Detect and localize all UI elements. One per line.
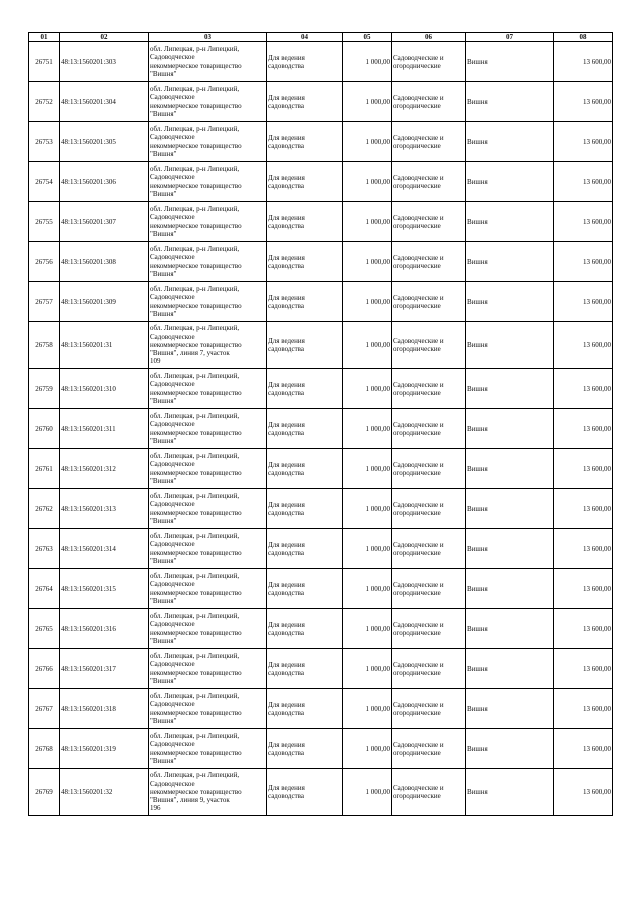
address-cell [149,122,267,162]
name-cell: Вишня [466,769,554,816]
value-cell: 13 600,00 [554,162,613,202]
address-line: некоммерческое товарищество [150,748,242,757]
address-line: некоммерческое товарищество [150,301,242,310]
address-cell [149,162,267,202]
value-cell: 13 600,00 [554,82,613,122]
address-line: Садоводческое [150,253,195,262]
row-number-cell: 26763 [29,529,60,569]
name-cell: Вишня [466,242,554,282]
name-cell: Вишня [466,689,554,729]
value-cell: 13 600,00 [554,609,613,649]
table-header-row [29,33,613,42]
purpose-cell: Для ведения садоводства [267,409,343,449]
row-number-cell: 26757 [29,282,60,322]
purpose-cell: Для ведения садоводства [267,322,343,369]
name-cell: Вишня [466,489,554,529]
address-line: "Вишня" [150,396,177,405]
address-line: Садоводческое [150,500,195,509]
value-cell: 13 600,00 [554,369,613,409]
cadastral-number-cell: 48:13:1560201:318 [60,689,149,729]
table-row [29,202,613,242]
area-cell: 1 000,00 [343,42,392,82]
table-row [29,409,613,449]
address-line: "Вишня", линия 7, участок [150,349,230,358]
address-line: обл. Липецкая, р-н Липецкий, [150,612,240,621]
purpose-cell: Для ведения садоводства [267,769,343,816]
name-cell: Вишня [466,449,554,489]
value-cell: 13 600,00 [554,42,613,82]
table-row [29,282,613,322]
address-cell [149,322,267,369]
row-number-cell: 26761 [29,449,60,489]
address-line: "Вишня" [150,516,177,525]
value-cell: 13 600,00 [554,569,613,609]
category-cell: Садоводческие и огороднические [392,322,466,369]
cadastral-number-cell: 48:13:1560201:311 [60,409,149,449]
value-cell: 13 600,00 [554,282,613,322]
address-cell [149,242,267,282]
row-number-cell: 26769 [29,769,60,816]
category-cell: Садоводческие и огороднические [392,769,466,816]
address-line: некоммерческое товарищество [150,340,242,349]
land-registry-table [28,32,613,816]
cadastral-number-cell: 48:13:1560201:309 [60,282,149,322]
address-line: обл. Липецкая, р-н Липецкий, [150,452,240,461]
col-header-08: 08 [554,33,613,42]
row-number-cell: 26767 [29,689,60,729]
address-line: "Вишня" [150,229,177,238]
address-line: некоммерческое товарищество [150,61,242,70]
address-cell [149,729,267,769]
address-line: некоммерческое товарищество [150,508,242,517]
row-number-cell: 26764 [29,569,60,609]
value-cell: 13 600,00 [554,689,613,729]
address-cell [149,449,267,489]
table-row [29,322,613,369]
value-cell: 13 600,00 [554,769,613,816]
cadastral-number-cell: 48:13:1560201:307 [60,202,149,242]
address-line: Садоводческое [150,540,195,549]
area-cell: 1 000,00 [343,369,392,409]
cadastral-number-cell: 48:13:1560201:310 [60,369,149,409]
category-cell: Садоводческие и огороднические [392,609,466,649]
address-cell [149,282,267,322]
cadastral-number-cell: 48:13:1560201:313 [60,489,149,529]
name-cell: Вишня [466,569,554,609]
value-cell: 13 600,00 [554,529,613,569]
address-line: Садоводческое [150,53,195,62]
address-line: Садоводческое [150,620,195,629]
address-line: некоммерческое товарищество [150,388,242,397]
address-line: "Вишня" [150,716,177,725]
address-line: Садоводческое [150,660,195,669]
name-cell: Вишня [466,609,554,649]
address-cell [149,529,267,569]
address-line: обл. Липецкая, р-н Липецкий, [150,285,240,294]
address-line: обл. Липецкая, р-н Липецкий, [150,492,240,501]
cadastral-number-cell: 48:13:1560201:303 [60,42,149,82]
name-cell: Вишня [466,202,554,242]
address-line: "Вишня", линия 9, участок [150,796,230,805]
cadastral-number-cell: 48:13:1560201:319 [60,729,149,769]
name-cell: Вишня [466,122,554,162]
category-cell: Садоводческие и огороднические [392,282,466,322]
row-number-cell: 26755 [29,202,60,242]
address-line: обл. Липецкая, р-н Липецкий, [150,652,240,661]
address-line: "Вишня" [150,676,177,685]
address-line: Садоводческое [150,460,195,469]
cadastral-number-cell: 48:13:1560201:316 [60,609,149,649]
address-line: Садоводческое [150,173,195,182]
table-row [29,569,613,609]
address-line: обл. Липецкая, р-н Липецкий, [150,372,240,381]
address-cell [149,489,267,529]
category-cell: Садоводческие и огороднические [392,409,466,449]
col-header-01: 01 [29,33,60,42]
row-number-cell: 26759 [29,369,60,409]
address-cell [149,82,267,122]
row-number-cell: 26754 [29,162,60,202]
purpose-cell: Для ведения садоводства [267,282,343,322]
address-line: "Вишня" [150,69,177,78]
row-number-cell: 26751 [29,42,60,82]
col-header-03: 03 [149,33,267,42]
address-line: "Вишня" [150,596,177,605]
address-line: некоммерческое товарищество [150,628,242,637]
address-line: Садоводческое [150,779,195,788]
purpose-cell: Для ведения садоводства [267,689,343,729]
purpose-cell: Для ведения садоводства [267,42,343,82]
address-line: "Вишня" [150,556,177,565]
address-line: "Вишня" [150,756,177,765]
address-line: Садоводческое [150,380,195,389]
purpose-cell: Для ведения садоводства [267,729,343,769]
address-line: "Вишня" [150,309,177,318]
category-cell: Садоводческие и огороднические [392,82,466,122]
address-cell [149,769,267,816]
area-cell: 1 000,00 [343,202,392,242]
address-line: некоммерческое товарищество [150,428,242,437]
address-line: Садоводческое [150,700,195,709]
table-row [29,162,613,202]
col-header-05: 05 [343,33,392,42]
value-cell: 13 600,00 [554,489,613,529]
table-row [29,82,613,122]
purpose-cell: Для ведения садоводства [267,649,343,689]
col-header-02: 02 [60,33,149,42]
area-cell: 1 000,00 [343,689,392,729]
row-number-cell: 26753 [29,122,60,162]
purpose-cell: Для ведения садоводства [267,569,343,609]
address-line: 196 [150,804,161,813]
address-line: Садоводческое [150,580,195,589]
cadastral-number-cell: 48:13:1560201:32 [60,769,149,816]
col-header-04: 04 [267,33,343,42]
table-row [29,729,613,769]
address-line: обл. Липецкая, р-н Липецкий, [150,732,240,741]
row-number-cell: 26768 [29,729,60,769]
address-line: 109 [150,357,161,366]
value-cell: 13 600,00 [554,729,613,769]
row-number-cell: 26760 [29,409,60,449]
address-line: некоммерческое товарищество [150,588,242,597]
category-cell: Садоводческие и огороднические [392,449,466,489]
category-cell: Садоводческие и огороднические [392,242,466,282]
address-line: "Вишня" [150,109,177,118]
cadastral-number-cell: 48:13:1560201:305 [60,122,149,162]
category-cell: Садоводческие и огороднические [392,489,466,529]
address-line: некоммерческое товарищество [150,181,242,190]
category-cell: Садоводческие и огороднические [392,162,466,202]
category-cell: Садоводческие и огороднические [392,649,466,689]
purpose-cell: Для ведения садоводства [267,369,343,409]
address-line: обл. Липецкая, р-н Липецкий, [150,324,240,333]
purpose-cell: Для ведения садоводства [267,489,343,529]
name-cell: Вишня [466,369,554,409]
address-cell [149,202,267,242]
category-cell: Садоводческие и огороднические [392,202,466,242]
address-line: обл. Липецкая, р-н Липецкий, [150,532,240,541]
purpose-cell: Для ведения садоводства [267,609,343,649]
table-body [29,42,613,816]
name-cell: Вишня [466,282,554,322]
row-number-cell: 26752 [29,82,60,122]
name-cell: Вишня [466,529,554,569]
table-row [29,369,613,409]
cadastral-number-cell: 48:13:1560201:314 [60,529,149,569]
address-line: обл. Липецкая, р-н Липецкий, [150,165,240,174]
address-line: некоммерческое товарищество [150,101,242,110]
address-cell [149,689,267,729]
value-cell: 13 600,00 [554,409,613,449]
category-cell: Садоводческие и огороднические [392,369,466,409]
area-cell: 1 000,00 [343,649,392,689]
address-line: "Вишня" [150,476,177,485]
address-line: обл. Липецкая, р-н Липецкий, [150,572,240,581]
address-line: "Вишня" [150,149,177,158]
address-line: Садоводческое [150,133,195,142]
table-row [29,42,613,82]
address-line: обл. Липецкая, р-н Липецкий, [150,412,240,421]
address-line: обл. Липецкая, р-н Липецкий, [150,205,240,214]
address-cell [149,569,267,609]
area-cell: 1 000,00 [343,82,392,122]
purpose-cell: Для ведения садоводства [267,122,343,162]
table-row [29,489,613,529]
area-cell: 1 000,00 [343,489,392,529]
value-cell: 13 600,00 [554,242,613,282]
area-cell: 1 000,00 [343,729,392,769]
value-cell: 13 600,00 [554,322,613,369]
table-row [29,449,613,489]
cadastral-number-cell: 48:13:1560201:315 [60,569,149,609]
purpose-cell: Для ведения садоводства [267,162,343,202]
area-cell: 1 000,00 [343,162,392,202]
table-row [29,609,613,649]
area-cell: 1 000,00 [343,242,392,282]
category-cell: Садоводческие и огороднические [392,122,466,162]
address-cell [149,609,267,649]
purpose-cell: Для ведения садоводства [267,202,343,242]
value-cell: 13 600,00 [554,449,613,489]
address-line: некоммерческое товарищество [150,668,242,677]
address-line: Садоводческое [150,293,195,302]
address-line: Садоводческое [150,213,195,222]
area-cell: 1 000,00 [343,282,392,322]
name-cell: Вишня [466,409,554,449]
address-line: обл. Липецкая, р-н Липецкий, [150,45,240,54]
area-cell: 1 000,00 [343,322,392,369]
cadastral-number-cell: 48:13:1560201:306 [60,162,149,202]
address-line: обл. Липецкая, р-н Липецкий, [150,771,240,780]
cadastral-number-cell: 48:13:1560201:317 [60,649,149,689]
address-line: некоммерческое товарищество [150,787,242,796]
area-cell: 1 000,00 [343,569,392,609]
address-line: некоммерческое товарищество [150,221,242,230]
purpose-cell: Для ведения садоводства [267,242,343,282]
row-number-cell: 26765 [29,609,60,649]
table-row [29,529,613,569]
cadastral-number-cell: 48:13:1560201:31 [60,322,149,369]
area-cell: 1 000,00 [343,449,392,489]
address-line: "Вишня" [150,189,177,198]
address-line: Садоводческое [150,332,195,341]
name-cell: Вишня [466,162,554,202]
address-line: обл. Липецкая, р-н Липецкий, [150,692,240,701]
address-line: "Вишня" [150,636,177,645]
value-cell: 13 600,00 [554,649,613,689]
address-line: обл. Липецкая, р-н Липецкий, [150,85,240,94]
table-row [29,689,613,729]
col-header-07: 07 [466,33,554,42]
value-cell: 13 600,00 [554,122,613,162]
address-line: "Вишня" [150,436,177,445]
name-cell: Вишня [466,42,554,82]
row-number-cell: 26758 [29,322,60,369]
address-cell [149,369,267,409]
area-cell: 1 000,00 [343,122,392,162]
address-line: обл. Липецкая, р-н Липецкий, [150,125,240,134]
address-line: Садоводческое [150,740,195,749]
address-line: некоммерческое товарищество [150,708,242,717]
area-cell: 1 000,00 [343,609,392,649]
address-line: некоммерческое товарищество [150,261,242,270]
address-line: Садоводческое [150,420,195,429]
name-cell: Вишня [466,82,554,122]
row-number-cell: 26756 [29,242,60,282]
address-line: "Вишня" [150,269,177,278]
purpose-cell: Для ведения садоводства [267,82,343,122]
value-cell: 13 600,00 [554,202,613,242]
address-line: некоммерческое товарищество [150,468,242,477]
address-line: Садоводческое [150,93,195,102]
col-header-06: 06 [392,33,466,42]
area-cell: 1 000,00 [343,409,392,449]
area-cell: 1 000,00 [343,769,392,816]
address-line: обл. Липецкая, р-н Липецкий, [150,245,240,254]
name-cell: Вишня [466,729,554,769]
category-cell: Садоводческие и огороднические [392,569,466,609]
table-row [29,242,613,282]
address-cell [149,42,267,82]
category-cell: Садоводческие и огороднические [392,529,466,569]
address-line: некоммерческое товарищество [150,141,242,150]
address-cell [149,649,267,689]
address-line: некоммерческое товарищество [150,548,242,557]
cadastral-number-cell: 48:13:1560201:308 [60,242,149,282]
row-number-cell: 26762 [29,489,60,529]
purpose-cell: Для ведения садоводства [267,449,343,489]
cadastral-number-cell: 48:13:1560201:304 [60,82,149,122]
category-cell: Садоводческие и огороднические [392,689,466,729]
purpose-cell: Для ведения садоводства [267,529,343,569]
cadastral-number-cell: 48:13:1560201:312 [60,449,149,489]
table-row [29,649,613,689]
address-cell [149,409,267,449]
category-cell: Садоводческие и огороднические [392,42,466,82]
area-cell: 1 000,00 [343,529,392,569]
category-cell: Садоводческие и огороднические [392,729,466,769]
table-row [29,769,613,816]
row-number-cell: 26766 [29,649,60,689]
name-cell: Вишня [466,322,554,369]
name-cell: Вишня [466,649,554,689]
table-row [29,122,613,162]
